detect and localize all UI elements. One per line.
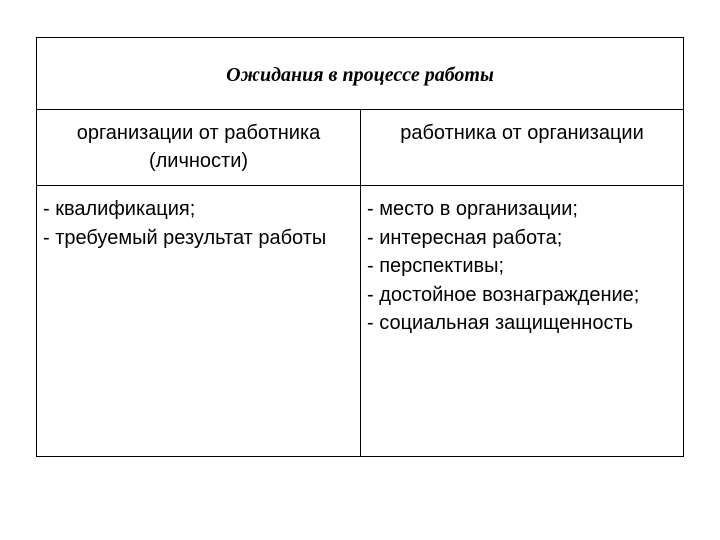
column-divider	[360, 110, 361, 456]
list-item: - требуемый результат работы	[43, 226, 327, 249]
column-header-organization-from-employee: организации от работника (личности)	[76, 122, 321, 172]
list-item: - перспективы;	[367, 255, 505, 277]
organization-expectations-list	[43, 195, 343, 252]
table-title-row	[37, 38, 683, 110]
expectations-table	[36, 37, 684, 457]
header-divider	[37, 185, 683, 186]
table-title: Ожидания в процессе работы	[226, 64, 494, 86]
list-item: - социальная защищенность	[367, 312, 634, 334]
list-item: - квалификация;	[43, 198, 196, 220]
column-header-employee-from-organization: работника от организации	[400, 122, 644, 144]
list-item: - место в организации;	[367, 198, 578, 220]
list-item: - достойное вознаграждение;	[367, 283, 640, 306]
list-item: - интересная работа;	[367, 226, 563, 249]
employee-expectations-list	[367, 195, 667, 338]
